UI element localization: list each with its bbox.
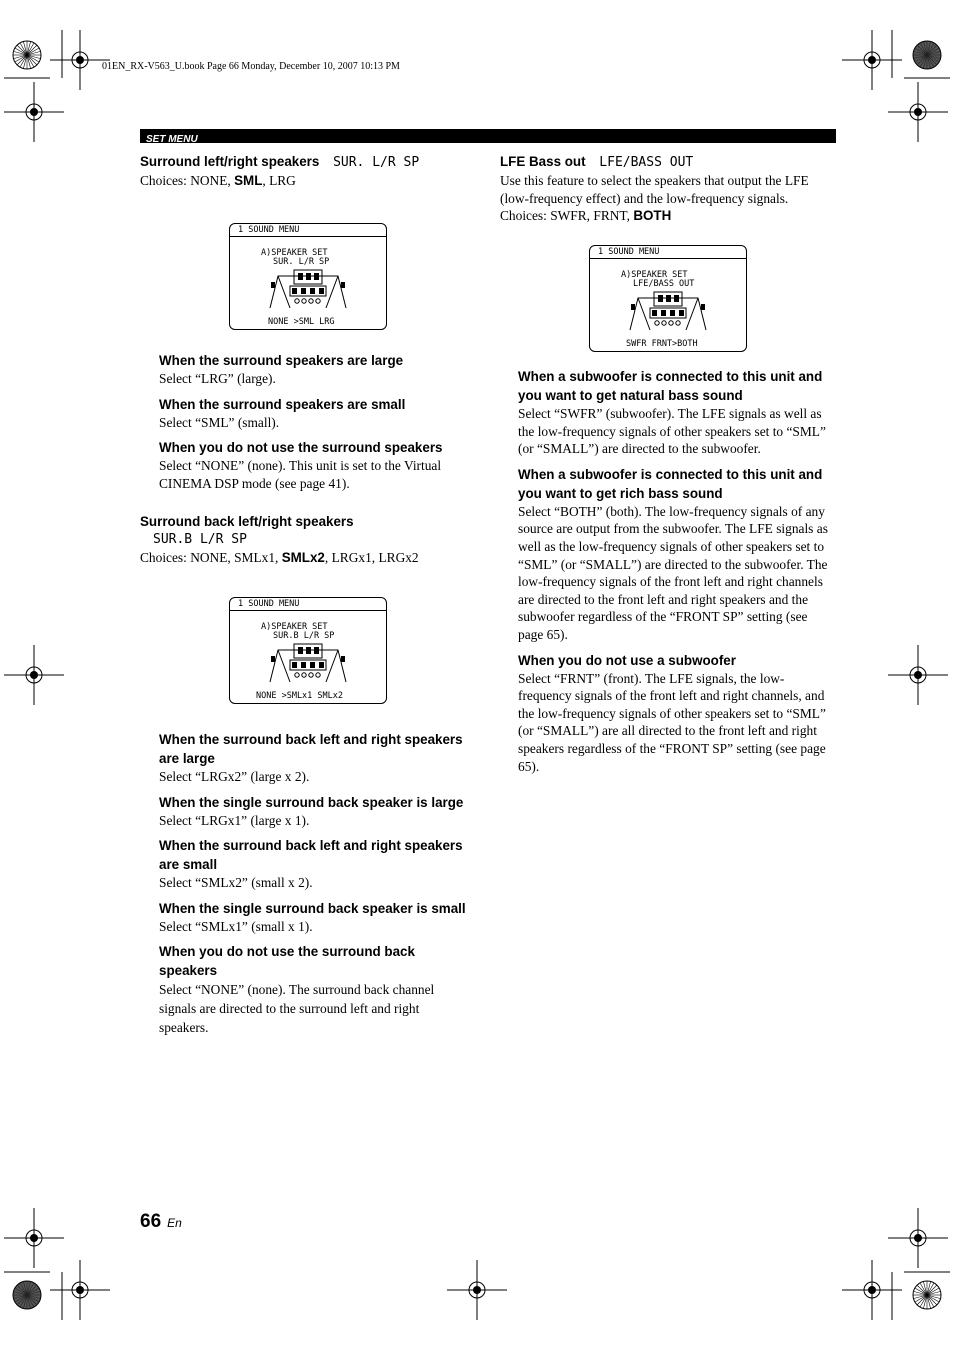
lcd1-line1: A)SPEAKER SET bbox=[261, 248, 328, 258]
s3-choices-default: BOTH bbox=[633, 208, 672, 224]
s2-item bbox=[159, 942, 469, 1037]
speaker-diagram-icon bbox=[628, 290, 708, 332]
lcd3-divider bbox=[590, 258, 746, 259]
s1-code: SUR. L/R SP bbox=[333, 155, 420, 170]
s1-choices bbox=[140, 172, 470, 190]
s2-item-text: Select “LRGx1” (large x 1). bbox=[159, 812, 310, 828]
page-footer bbox=[140, 1211, 182, 1233]
lcd-display-3 bbox=[589, 245, 747, 352]
s2-title: Surround back left/right speakers bbox=[140, 514, 354, 529]
s1-item bbox=[159, 438, 469, 492]
s2-item-heading: When the single surround back speaker is large bbox=[159, 794, 464, 810]
s1-item-heading: When the surround speakers are large bbox=[159, 353, 404, 368]
s3-title: LFE Bass out bbox=[500, 154, 586, 169]
s2-item bbox=[159, 899, 469, 936]
lcd2-menu: 1 SOUND MENU bbox=[238, 599, 300, 609]
s2-choices-default: SMLx2 bbox=[281, 550, 325, 565]
s3-item bbox=[518, 651, 836, 776]
s2-item-heading: When you do not use the surround back speakers bbox=[159, 944, 415, 979]
s2-item-heading: When the surround back left and right speakers are small bbox=[159, 838, 463, 873]
s2-item bbox=[159, 836, 469, 892]
s1-item-heading: When you do not use the surround speakers bbox=[159, 440, 443, 456]
lcd3-menu: 1 SOUND MENU bbox=[598, 247, 660, 257]
speaker-diagram-icon bbox=[268, 642, 348, 684]
s2-item-text: Select “NONE” (none). The surround back channel signals are directed to the surround left and right speakers. bbox=[159, 982, 435, 1036]
s3-desc: Use this feature to select the speakers that output the LFE (low-frequency effect) and the low-frequency signals. bbox=[500, 173, 809, 206]
lcd1-line2: SUR. L/R SP bbox=[273, 257, 330, 267]
lcd2-line1: A)SPEAKER SET bbox=[261, 622, 328, 632]
s2-item-heading: When the surround back left and right speakers are large bbox=[159, 732, 463, 766]
s1-item-text: Select “NONE” (none). This unit is set to the Virtual CINEMA DSP mode (see page 41). bbox=[159, 458, 442, 491]
s3-item-heading: When a subwoofer is connected to this unit and you want to get natural bass sound bbox=[518, 369, 823, 403]
s2-item-text: Select “SMLx2” (small x 2). bbox=[159, 875, 313, 891]
s3-items bbox=[518, 367, 836, 775]
lcd1-bottom: NONE >SML LRG bbox=[268, 317, 335, 327]
right-column bbox=[500, 152, 836, 225]
s3-item-heading: When a subwoofer is connected to this unit and you want to get rich bass sound bbox=[518, 466, 823, 501]
s2-choices-post: , LRGx1, LRGx2 bbox=[324, 550, 419, 565]
s2-item bbox=[159, 730, 469, 786]
s1-choices-default: SML bbox=[234, 173, 263, 188]
s1-items bbox=[159, 351, 469, 492]
s1-title: Surround left/right speakers bbox=[140, 154, 320, 169]
s3-heading bbox=[500, 152, 836, 172]
s1-item-text: Select “LRG” (large). bbox=[159, 371, 276, 386]
s2-item-text: Select “LRGx2” (large x 2). bbox=[159, 769, 310, 784]
s3-item-text: Select “SWFR” (subwoofer). The LFE signals as well as the low-frequency signals of other speakers set to “SML” (or “SMALL”) are directed to the subwoofer. bbox=[518, 406, 826, 457]
s1-choices-pre: Choices: NONE, bbox=[140, 173, 235, 188]
section-band bbox=[140, 129, 836, 143]
left-column bbox=[140, 152, 470, 190]
s1-item-heading: When the surround speakers are small bbox=[159, 396, 406, 412]
s2-choices-pre: Choices: NONE, SMLx1, bbox=[140, 550, 282, 565]
lcd2-divider bbox=[230, 610, 386, 611]
lcd-display-1 bbox=[229, 223, 387, 330]
lcd-display-2 bbox=[229, 597, 387, 704]
lcd2-line2: SUR.B L/R SP bbox=[273, 631, 335, 641]
lcd3-line2: LFE/BASS OUT bbox=[633, 279, 695, 289]
s3-choices bbox=[500, 207, 836, 225]
s2-item bbox=[159, 793, 469, 830]
lcd1-divider bbox=[230, 236, 386, 237]
s2-code: SUR.B L/R SP bbox=[153, 532, 247, 547]
s2-item-text: Select “SMLx1” (small x 1). bbox=[159, 918, 313, 934]
s3-code: LFE/BASS OUT bbox=[599, 155, 694, 170]
lcd3-line1: A)SPEAKER SET bbox=[621, 270, 688, 280]
section-band-label: SET MENU bbox=[146, 134, 198, 145]
s3-item-heading: When you do not use a subwoofer bbox=[518, 652, 736, 668]
s2-choices bbox=[140, 549, 470, 567]
s3-item bbox=[518, 367, 836, 458]
s1-heading bbox=[140, 152, 470, 172]
lcd3-bottom: SWFR FRNT>BOTH bbox=[626, 339, 698, 349]
s2-header bbox=[140, 512, 470, 567]
s3-item-text: Select “FRNT” (front). The LFE signals, the low-frequency signals of the front left and right channels, and the low-frequency signals of other speakers set to “SML” (or “SMALL”) are all directed to the front left and right speakers regardless of the “FRONT SP” setting (see page 65). bbox=[518, 670, 826, 774]
lcd1-menu: 1 SOUND MENU bbox=[238, 225, 300, 235]
s1-choices-post: , LRG bbox=[262, 173, 296, 188]
page-lang: En bbox=[167, 1216, 182, 1230]
s2-item-heading: When the single surround back speaker is small bbox=[159, 900, 466, 916]
file-header-note: 01EN_RX-V563_U.book Page 66 Monday, December 10, 2007 10:13 PM bbox=[102, 61, 400, 72]
s1-item-text: Select “SML” (small). bbox=[159, 414, 280, 430]
s3-item-text: Select “BOTH” (both). The low-frequency signals of any source are output from the subwoofer. The LFE signals as well as the low-frequency signals of other speakers set to “SML” (or “SMALL”) are directed to the subwoofer. The low-frequency signals of the front left and right channels are directed to the front left and right speakers and the subwoofer regardless of the “FRONT SP” setting (see page 65). bbox=[518, 503, 828, 642]
lcd2-bottom: NONE >SMLx1 SMLx2 bbox=[256, 691, 343, 701]
s3-choices-pre: Choices: SWFR, FRNT, bbox=[500, 208, 634, 224]
page-number: 66 bbox=[140, 1211, 162, 1232]
s1-item bbox=[159, 351, 469, 388]
speaker-diagram-icon bbox=[268, 268, 348, 310]
s3-item bbox=[518, 465, 836, 644]
s1-item bbox=[159, 395, 469, 432]
s2-items bbox=[159, 730, 469, 1037]
